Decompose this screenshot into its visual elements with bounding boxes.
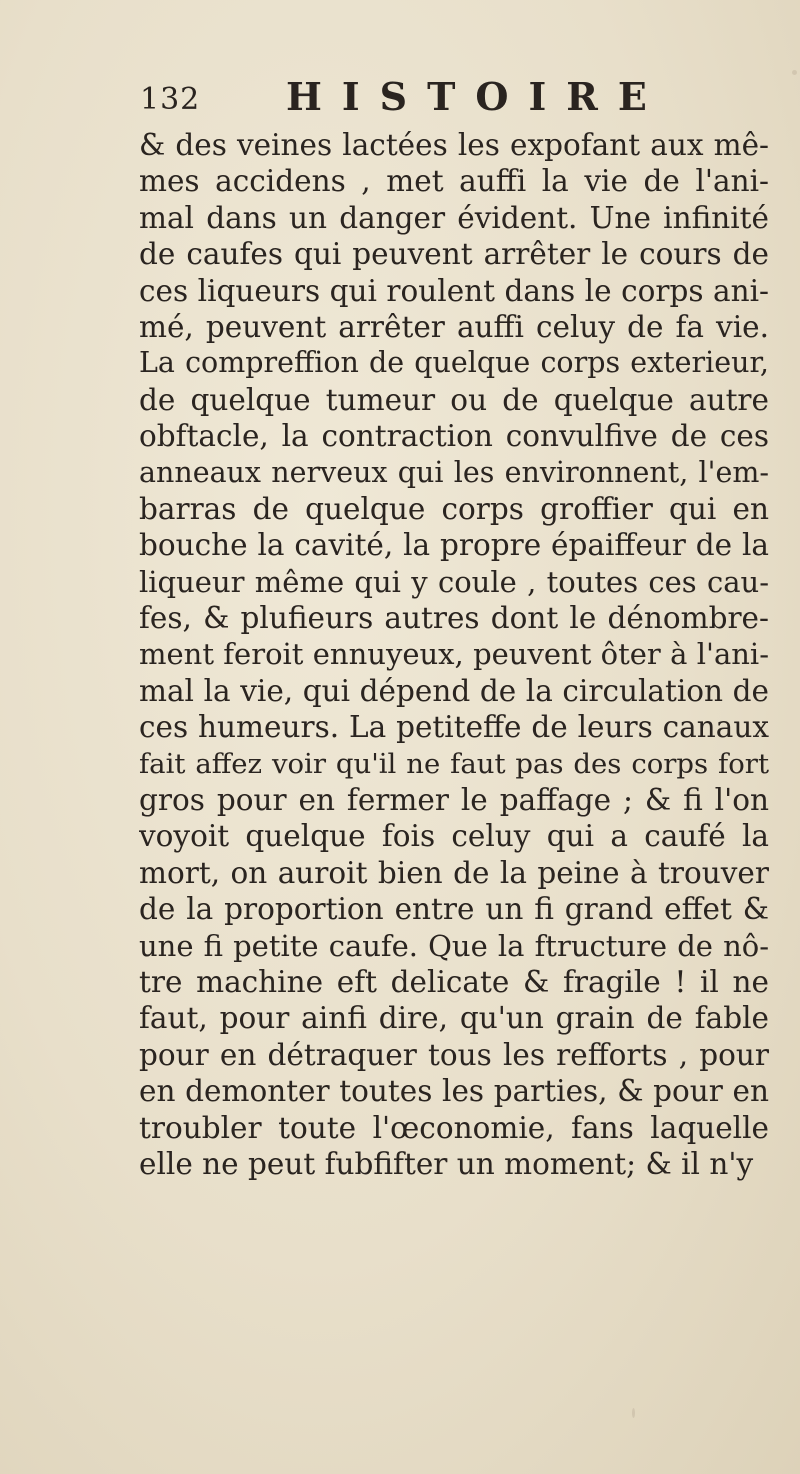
paper-spot — [792, 70, 797, 75]
text-line: voyoit quelque fois celuy qui a caufé la — [139, 819, 769, 854]
body-text — [139, 127, 769, 1182]
page-number: 132 — [140, 82, 201, 117]
text-line: troubler toute l'œconomie, fans laquelle — [139, 1110, 769, 1145]
text-line: une fi petite caufe. Que la ftructure de nô- — [139, 928, 769, 963]
text-line: liqueur même qui y coule , toutes ces cau- — [139, 564, 769, 599]
text-line: ment feroit ennuyeux, peuvent ôter à l'ani- — [139, 637, 769, 672]
text-line: de quelque tumeur ou de quelque autre — [139, 382, 769, 417]
text-line: anneaux nerveux qui les environnent, l'em- — [139, 455, 769, 489]
text-line: en demonter toutes les parties, & pour en — [139, 1074, 769, 1109]
text-line: pour en détraquer tous les refforts , pour — [139, 1037, 769, 1072]
text-line: fait affez voir qu'il ne faut pas des corps fort — [139, 747, 769, 780]
text-line: mé, peuvent arrêter auffi celuy de fa vie. — [139, 309, 769, 344]
text-line: bouche la cavité, la propre épaiffeur de la — [139, 528, 769, 563]
paper-spot — [632, 1408, 635, 1418]
text-line: La compreffion de quelque corps exterieur, — [139, 346, 769, 380]
text-line: faut, pour ainfi dire, qu'un grain de fable — [139, 1001, 769, 1036]
text-line: & des veines lactées les expofant aux mê- — [139, 128, 769, 162]
text-line: mort, on auroit bien de la peine à trouver — [139, 855, 769, 890]
page-header — [140, 74, 740, 124]
text-line: barras de quelque corps groffier qui en — [139, 491, 769, 526]
text-line: mal dans un danger évident. Une infinité — [139, 200, 769, 235]
running-title: HISTOIRE — [286, 74, 667, 119]
text-line: elle ne peut fubfifter un moment; & il n'y — [139, 1146, 754, 1181]
text-line: gros pour en fermer le paffage ; & fi l'on — [139, 783, 769, 818]
text-line: ces humeurs. La petiteffe de leurs canaux — [139, 710, 769, 745]
text-line: fes, & plufieurs autres dont le dénombre- — [139, 601, 769, 636]
text-line: ces liqueurs qui roulent dans le corps ani- — [139, 273, 769, 308]
text-line: de caufes qui peuvent arrêter le cours de — [139, 237, 769, 272]
text-line: obftacle, la contraction convulfive de ces — [139, 419, 769, 454]
text-line: mal la vie, qui dépend de la circulation de — [139, 673, 769, 708]
text-line: de la proportion entre un fi grand effet & — [139, 892, 769, 927]
text-line: tre machine eft delicate & fragile ! il ne — [139, 964, 769, 999]
text-line: mes accidens , met auffi la vie de l'ani- — [139, 164, 769, 199]
